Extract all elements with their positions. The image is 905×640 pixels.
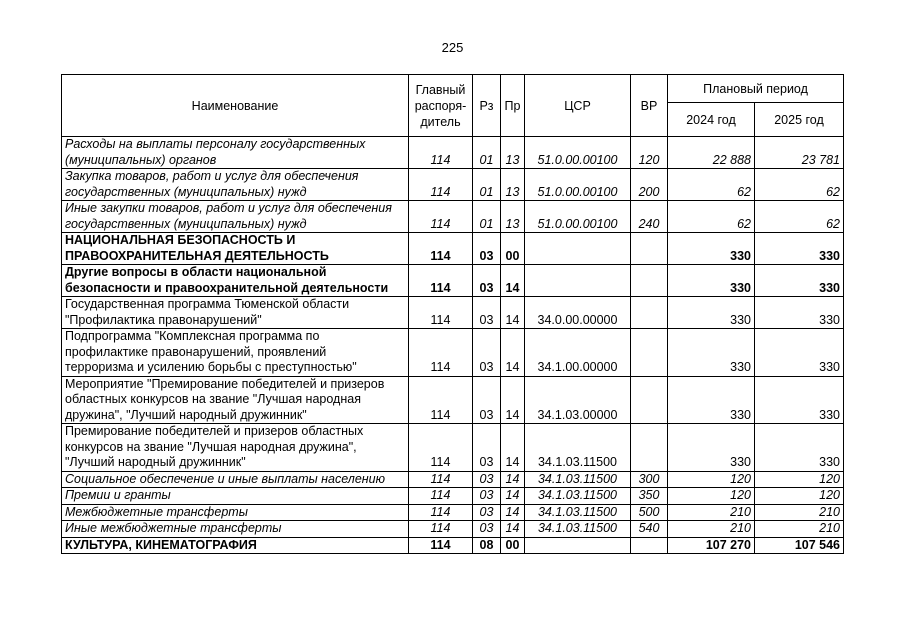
cell-csr: 34.1.03.11500 [525, 424, 631, 472]
cell-rz: 03 [473, 329, 501, 377]
header-2025: 2025 год [755, 103, 844, 137]
table-row [62, 137, 844, 169]
cell-rz: 01 [473, 201, 501, 233]
cell-vr: 120 [631, 137, 668, 169]
cell-rz: 01 [473, 137, 501, 169]
cell-csr: 34.1.03.00000 [525, 376, 631, 424]
cell-vr [631, 329, 668, 377]
cell-2024: 210 [668, 521, 755, 538]
cell-gr: 114 [409, 488, 473, 505]
cell-pr: 13 [501, 137, 525, 169]
cell-2024: 120 [668, 471, 755, 488]
page-number: 225 [441, 40, 464, 55]
table-row [62, 297, 844, 329]
cell-csr: 34.1.03.11500 [525, 488, 631, 505]
cell-name: Социальное обеспечение и иные выплаты населению [62, 471, 409, 488]
cell-rz: 03 [473, 424, 501, 472]
cell-name: КУЛЬТУРА, КИНЕМАТОГРАФИЯ [62, 537, 409, 554]
table-row [62, 376, 844, 424]
cell-2025: 120 [755, 488, 844, 505]
cell-2024: 330 [668, 265, 755, 297]
cell-2024: 22 888 [668, 137, 755, 169]
cell-vr [631, 537, 668, 554]
cell-name: Государственная программа Тюменской области "Профилактика правонарушений" [62, 297, 409, 329]
cell-2024: 120 [668, 488, 755, 505]
table-row [62, 521, 844, 538]
cell-pr: 14 [501, 376, 525, 424]
cell-vr [631, 297, 668, 329]
cell-vr: 200 [631, 169, 668, 201]
cell-name: Межбюджетные трансферты [62, 504, 409, 521]
cell-name: Мероприятие "Премирование победителей и призеров областных конкурсов на звание "Лучшая народная дружина", "Лучший народный дружинник" [62, 376, 409, 424]
table-row [62, 424, 844, 472]
header-planning-period: Плановый период [668, 75, 844, 103]
cell-gr: 114 [409, 504, 473, 521]
cell-name: Подпрограмма "Комплексная программа по профилактике правонарушений, проявлений терроризма и усилению борьбы с преступностью" [62, 329, 409, 377]
cell-gr: 114 [409, 265, 473, 297]
cell-2025: 330 [755, 297, 844, 329]
cell-2025: 62 [755, 201, 844, 233]
cell-csr: 34.1.03.11500 [525, 504, 631, 521]
cell-rz: 03 [473, 297, 501, 329]
header-rz: Рз [473, 75, 501, 137]
cell-gr: 114 [409, 471, 473, 488]
cell-csr: 51.0.00.00100 [525, 137, 631, 169]
budget-table [61, 74, 844, 554]
cell-gr: 114 [409, 537, 473, 554]
cell-gr: 114 [409, 297, 473, 329]
cell-vr [631, 376, 668, 424]
cell-2025: 120 [755, 471, 844, 488]
cell-rz: 03 [473, 233, 501, 265]
cell-2025: 330 [755, 376, 844, 424]
cell-vr: 240 [631, 201, 668, 233]
cell-name: Закупка товаров, работ и услуг для обеспечения государственных (муниципальных) нужд [62, 169, 409, 201]
cell-gr: 114 [409, 329, 473, 377]
cell-csr [525, 537, 631, 554]
cell-name: НАЦИОНАЛЬНАЯ БЕЗОПАСНОСТЬ И ПРАВООХРАНИТЕЛЬНАЯ ДЕЯТЕЛЬНОСТЬ [62, 233, 409, 265]
cell-vr [631, 424, 668, 472]
cell-2024: 62 [668, 201, 755, 233]
table-row [62, 488, 844, 505]
table-row [62, 201, 844, 233]
cell-vr: 500 [631, 504, 668, 521]
cell-2024: 107 270 [668, 537, 755, 554]
cell-vr: 350 [631, 488, 668, 505]
cell-gr: 114 [409, 376, 473, 424]
cell-2024: 62 [668, 169, 755, 201]
cell-2025: 330 [755, 424, 844, 472]
header-pr: Пр [501, 75, 525, 137]
cell-gr: 114 [409, 521, 473, 538]
cell-csr: 51.0.00.00100 [525, 201, 631, 233]
cell-pr: 14 [501, 521, 525, 538]
cell-pr: 14 [501, 504, 525, 521]
cell-csr: 34.1.03.11500 [525, 471, 631, 488]
header-name: Наименование [62, 75, 409, 137]
cell-pr: 13 [501, 169, 525, 201]
cell-gr: 114 [409, 169, 473, 201]
cell-name: Другие вопросы в области национальной безопасности и правоохранительной деятельности [62, 265, 409, 297]
cell-csr: 34.0.00.00000 [525, 297, 631, 329]
cell-gr: 114 [409, 137, 473, 169]
cell-2025: 330 [755, 265, 844, 297]
cell-pr: 14 [501, 471, 525, 488]
cell-2024: 210 [668, 504, 755, 521]
cell-pr: 14 [501, 265, 525, 297]
cell-pr: 14 [501, 297, 525, 329]
cell-2025: 210 [755, 521, 844, 538]
table-row [62, 504, 844, 521]
cell-vr: 300 [631, 471, 668, 488]
cell-gr: 114 [409, 233, 473, 265]
cell-vr [631, 233, 668, 265]
cell-pr: 14 [501, 329, 525, 377]
cell-csr [525, 265, 631, 297]
cell-csr: 51.0.00.00100 [525, 169, 631, 201]
cell-name: Иные закупки товаров, работ и услуг для обеспечения государственных (муниципальных) нужд [62, 201, 409, 233]
table-row [62, 233, 844, 265]
cell-csr: 34.1.03.11500 [525, 521, 631, 538]
table-row [62, 471, 844, 488]
cell-name: Премии и гранты [62, 488, 409, 505]
cell-vr: 540 [631, 521, 668, 538]
header-2024: 2024 год [668, 103, 755, 137]
cell-2025: 62 [755, 169, 844, 201]
cell-2025: 107 546 [755, 537, 844, 554]
table-row [62, 169, 844, 201]
cell-2024: 330 [668, 233, 755, 265]
cell-csr: 34.1.00.00000 [525, 329, 631, 377]
cell-2025: 330 [755, 233, 844, 265]
cell-rz: 01 [473, 169, 501, 201]
cell-pr: 00 [501, 233, 525, 265]
header-csr: ЦСР [525, 75, 631, 137]
cell-2025: 330 [755, 329, 844, 377]
cell-rz: 03 [473, 471, 501, 488]
table-row [62, 329, 844, 377]
header-gr: Главный распоря- дитель [409, 75, 473, 137]
table-row [62, 537, 844, 554]
cell-2024: 330 [668, 376, 755, 424]
cell-name: Расходы на выплаты персоналу государственных (муниципальных) органов [62, 137, 409, 169]
cell-name: Иные межбюджетные трансферты [62, 521, 409, 538]
cell-2024: 330 [668, 424, 755, 472]
cell-2025: 210 [755, 504, 844, 521]
cell-pr: 14 [501, 424, 525, 472]
cell-2024: 330 [668, 329, 755, 377]
cell-rz: 03 [473, 521, 501, 538]
cell-2024: 330 [668, 297, 755, 329]
cell-rz: 03 [473, 504, 501, 521]
cell-rz: 03 [473, 488, 501, 505]
cell-rz: 08 [473, 537, 501, 554]
cell-2025: 23 781 [755, 137, 844, 169]
cell-rz: 03 [473, 265, 501, 297]
cell-pr: 13 [501, 201, 525, 233]
cell-gr: 114 [409, 201, 473, 233]
cell-pr: 00 [501, 537, 525, 554]
table-row [62, 265, 844, 297]
cell-pr: 14 [501, 488, 525, 505]
cell-vr [631, 265, 668, 297]
cell-rz: 03 [473, 376, 501, 424]
cell-gr: 114 [409, 424, 473, 472]
header-vr: ВР [631, 75, 668, 137]
cell-csr [525, 233, 631, 265]
cell-name: Премирование победителей и призеров областных конкурсов на звание "Лучшая народная дружина", "Лучший народный дружинник" [62, 424, 409, 472]
